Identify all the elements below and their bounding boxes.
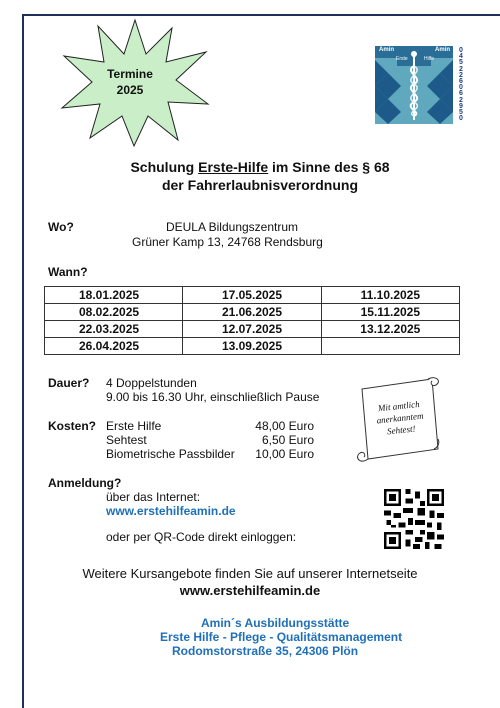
duration-line1: 4 Doppelstunden (106, 376, 197, 390)
where-line1: DEULA Bildungszentrum (165, 220, 299, 234)
footer-line1: Amin´s Ausbildungsstätte (201, 616, 350, 630)
duration-label: Dauer? (48, 376, 90, 390)
where-line2: Grüner Kamp 13, 24768 Rendsburg (132, 235, 323, 249)
logo-left-label: Amin (379, 47, 394, 53)
dates-table (44, 286, 460, 355)
logo-sub-left: Erste (396, 56, 408, 62)
date-cell: 13.12.2025 (321, 321, 459, 338)
scroll-line2: anerkanntem (376, 410, 424, 426)
cost-item (106, 419, 314, 433)
date-cell: 26.04.2025 (45, 338, 183, 355)
title-highlight: Erste-Hilfe (198, 159, 269, 175)
cost-price: 6,50 Euro (261, 433, 314, 447)
cost-price: 48,00 Euro (255, 419, 314, 433)
scroll-line1: Mit amtlich (377, 398, 421, 414)
cost-name: Sehtest (106, 433, 147, 447)
date-cell: 18.01.2025 (45, 287, 183, 304)
date-cell: 15.11.2025 (321, 304, 459, 321)
date-cell: 17.05.2025 (183, 287, 321, 304)
more-courses-text: Weitere Kursangebote finden Sie auf unserer Internetseite (82, 566, 418, 581)
date-cell: 08.02.2025 (45, 304, 183, 321)
costs-label: Kosten? (48, 419, 96, 433)
registration-link[interactable]: www.erstehilfeamin.de (106, 504, 236, 518)
when-label: Wann? (48, 265, 88, 279)
date-cell: 21.06.2025 (183, 304, 321, 321)
badge-line2: 2025 (116, 83, 144, 97)
more-courses-link[interactable]: www.erstehilfeamin.de (179, 583, 321, 598)
badge-line1: Termine (107, 67, 153, 81)
cost-item (106, 447, 314, 461)
scroll-line3: Sehtest! (386, 423, 416, 437)
date-cell: 11.10.2025 (321, 287, 459, 304)
dates-row (45, 321, 460, 338)
logo-phone-digits: 0 4 5 2 2 6 0 6 2 9 5 0 (459, 47, 463, 123)
title-line2: der Fahrerlaubnisverordnung (161, 177, 359, 193)
footer-line3: Rodomstorstraße 35, 24306 Plön (172, 644, 359, 658)
scroll-note (368, 397, 431, 439)
cost-name: Erste Hilfe (106, 419, 162, 433)
logo-right-label: Amin (435, 47, 450, 53)
registration-internet-text: über das Internet: (106, 490, 201, 504)
date-cell: 12.07.2025 (183, 321, 321, 338)
badge-text (100, 66, 160, 98)
qr-code[interactable] (384, 489, 444, 549)
costs-list (106, 419, 314, 461)
cost-name: Biometrische Passbilder (106, 447, 235, 461)
where-label: Wo? (48, 220, 74, 234)
logo-labels (379, 47, 449, 53)
cost-price: 10,00 Euro (255, 447, 314, 461)
date-cell (321, 338, 459, 355)
page-title (60, 158, 460, 194)
dates-row (45, 338, 460, 355)
duration-line2: 9.00 bis 16.30 Uhr, einschließlich Pause (106, 390, 320, 404)
cost-item (106, 433, 314, 447)
footer-line2: Erste Hilfe - Pflege - Qualitätsmanagement (160, 630, 403, 644)
registration-qr-text: oder per QR-Code direkt einloggen: (106, 530, 297, 544)
date-cell: 13.09.2025 (183, 338, 321, 355)
registration-label: Anmeldung? (48, 476, 122, 490)
dates-row (45, 304, 460, 321)
title-suffix: im Sinne des § 68 (268, 159, 390, 175)
date-cell: 22.03.2025 (45, 321, 183, 338)
dates-row (45, 287, 460, 304)
logo-sub-right: Hilfe (424, 56, 435, 62)
title-prefix: Schulung (130, 159, 199, 175)
logo-sub-labels (396, 56, 456, 62)
